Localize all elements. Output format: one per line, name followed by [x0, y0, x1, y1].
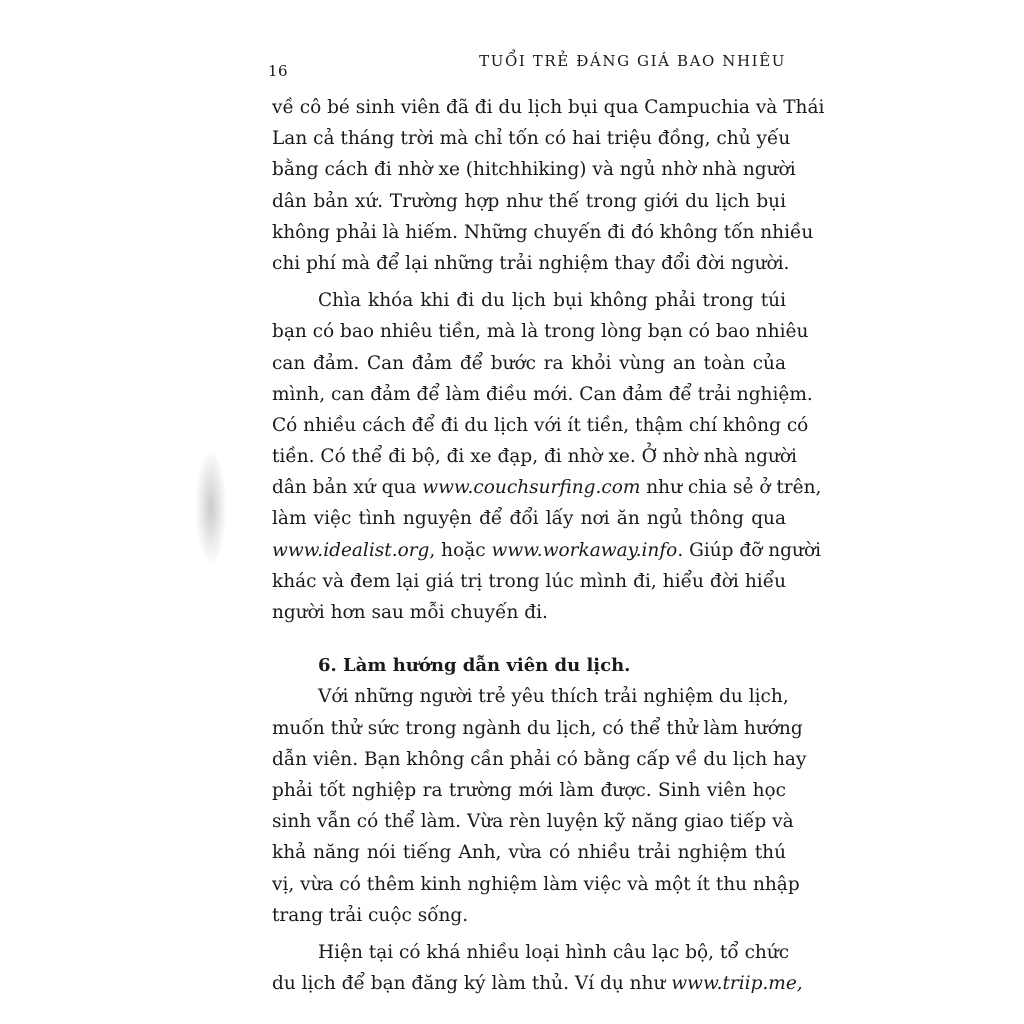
workaway-link[interactable]: www.workaway.info	[491, 539, 678, 561]
text-line: Với những người trẻ yêu thích trải nghiệm du lịch,	[318, 686, 789, 708]
text-line	[272, 472, 822, 503]
text-line: vị, vừa có thêm kinh nghiệm làm việc và một ít thu nhập	[272, 873, 800, 895]
paragraph-key-to-travel	[272, 285, 822, 628]
page-number: 16	[268, 62, 289, 80]
section-heading: 6. Làm hướng dẫn viên du lịch.	[318, 655, 631, 677]
running-head: TUỔI TRẺ ĐÁNG GIÁ BAO NHIÊU	[479, 52, 786, 70]
text-line: Có nhiều cách để đi du lịch với ít tiền, thậm chí không có	[272, 414, 809, 436]
paragraph-clubs	[272, 937, 803, 999]
text-run: . Giúp đỡ người	[677, 539, 821, 561]
idealist-link[interactable]: www.idealist.org	[272, 539, 430, 561]
triip-link[interactable]: www.triip.me,	[671, 973, 803, 995]
scan-shadow	[196, 452, 226, 562]
section-tour-guide	[272, 650, 807, 931]
section-gap	[272, 628, 786, 650]
text-line: sinh vẫn có thể làm. Vừa rèn luyện kỹ năng giao tiếp và	[272, 811, 794, 833]
text-line: phải tốt nghiệp ra trường mới làm được. Sinh viên học	[272, 779, 786, 801]
text-line: bạn có bao nhiêu tiền, mà là trong lòng bạn có bao nhiêu	[272, 321, 809, 343]
text-run: , hoặc	[429, 539, 492, 561]
text-line: muốn thử sức trong ngành du lịch, có thể thử làm hướng	[272, 717, 803, 739]
text-line: khác và đem lại giá trị trong lúc mình đi, hiểu đời hiểu	[272, 570, 786, 592]
text-line: Hiện tại có khá nhiều loại hình câu lạc bộ, tổ chức	[318, 941, 790, 963]
text-run: như chia sẻ ở trên,	[640, 477, 822, 499]
text-line: dân bản xứ. Trường hợp như thế trong giới du lịch bụi	[272, 190, 786, 212]
text-line: về cô bé sinh viên đã đi du lịch bụi qua Campuchia và Thái	[272, 97, 825, 118]
text-line: khả năng nói tiếng Anh, vừa có nhiều trải nghiệm thú	[272, 842, 786, 864]
text-line: làm việc tình nguyện để đổi lấy nơi ăn ngủ thông qua	[272, 508, 786, 530]
text-run: dân bản xứ qua	[272, 477, 423, 499]
text-line: Lan cả tháng trời mà chỉ tốn có hai triệu đồng, chủ yếu	[272, 128, 791, 150]
text-run: du lịch để bạn đăng ký làm thủ. Ví dụ như	[272, 973, 672, 995]
text-line: trang trải cuộc sống.	[272, 904, 469, 926]
text-line: người hơn sau mỗi chuyến đi.	[272, 602, 548, 623]
text-line: Chìa khóa khi đi du lịch bụi không phải trong túi	[318, 290, 786, 312]
text-line: không phải là hiếm. Những chuyến đi đó không tốn nhiều	[272, 221, 814, 243]
text-line: mình, can đảm để làm điều mới. Can đảm để trải nghiệm.	[272, 383, 813, 405]
couchsurfing-link[interactable]: www.couchsurfing.com	[422, 477, 641, 499]
text-line: dẫn viên. Bạn không cần phải có bằng cấp về du lịch hay	[272, 748, 807, 770]
text-line	[272, 968, 803, 999]
body-text	[272, 92, 825, 999]
text-line: chi phí mà để lại những trải nghiệm thay đổi đời người.	[272, 252, 790, 274]
text-line: bằng cách đi nhờ xe (hitchhiking) và ngủ nhờ nhà người	[272, 159, 796, 181]
text-line: can đảm. Can đảm để bước ra khỏi vùng an toàn của	[272, 352, 786, 374]
text-line: tiền. Có thể đi bộ, đi xe đạp, đi nhờ xe. Ở nhờ nhà người	[272, 446, 797, 468]
text-line	[272, 535, 821, 566]
paragraph-continuation	[272, 92, 825, 279]
